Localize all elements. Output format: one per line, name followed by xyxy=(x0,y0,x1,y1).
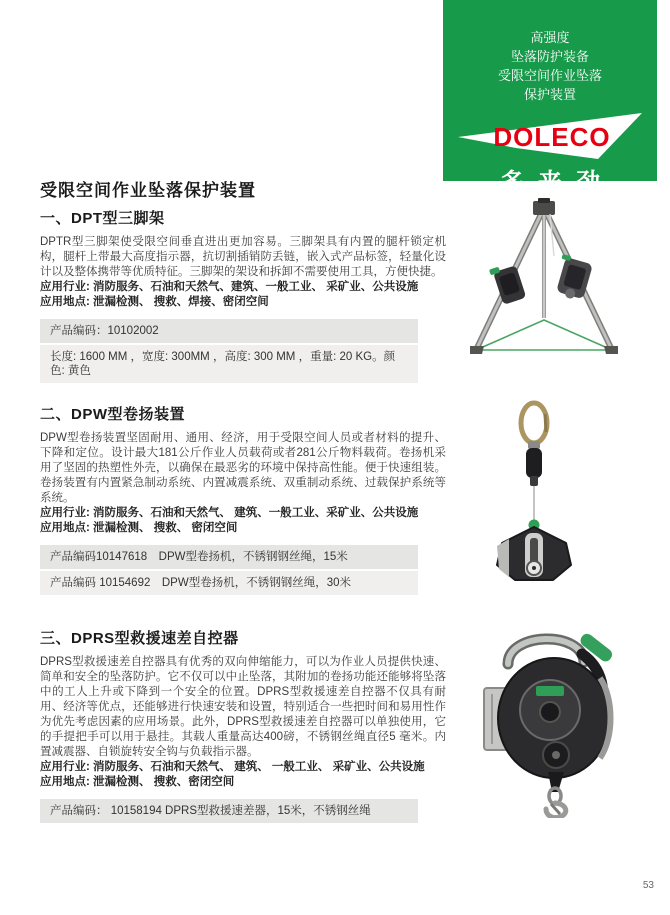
badge-line: 受限空间作业坠落 xyxy=(497,68,602,83)
table-row: 产品编码10147618 DPW型卷扬机，不锈钢钢丝绳，15米 xyxy=(40,545,418,569)
table-row: 产品编码 10154692 DPW型卷扬机，不锈钢钢丝绳，30米 xyxy=(40,571,418,595)
page-title: 受限空间作业坠落保护装置 xyxy=(40,181,256,200)
locations-line: 应用地点: 泄漏检测、 搜救、焊接、密闭空间 xyxy=(40,296,269,308)
table-row: 长度: 1600 MM ，宽度: 300MM ，高度: 300 MM ，重量: 20 KG。颜色: 黄色 xyxy=(40,345,418,383)
badge-line: 保护装置 xyxy=(523,87,576,102)
table-row: 产品编码： 10158194 DPRS型救援速差器，15米，不锈钢丝绳 xyxy=(40,799,418,823)
winch-image xyxy=(462,396,617,582)
badge-line: 坠落防护装备 xyxy=(510,49,589,64)
industries-line: 应用行业: 消防服务、石油和天然气、建筑、一般工业、 采矿业、公共设施 xyxy=(40,281,419,293)
industries-line: 应用行业: 消防服务、石油和天然气、 建筑、 一般工业、 采矿业、公共设施 xyxy=(40,761,425,773)
rescue-device-image xyxy=(450,620,646,818)
section-dpw-winch xyxy=(40,403,446,597)
badge-brand-cn: 多来劲 xyxy=(500,169,614,196)
doleco-logo-text: DOLECO xyxy=(493,122,611,152)
spec-table xyxy=(40,319,418,383)
locations-line: 应用地点: 泄漏检测、 搜救、 密闭空间 xyxy=(40,522,238,534)
section-heading: 二、DPW型卷扬装置 xyxy=(40,406,185,423)
tripod-drawing-icon xyxy=(448,198,640,370)
badge-line: 高强度 xyxy=(530,30,570,45)
section-description: DPW型卷扬装置坚固耐用、通用、经济，用于受限空间人员或者材料的提升、下降和定位。设计最大181公斤作业人员载荷或者281公斤物料载荷。卷扬机采用了坚固的热塑性外壳，以确保在最恶劣的环境中保持高性能。便于快速组装。卷扬装置有内置紧急制动系统、内置减震系统、双重制动系统、过载保护系统等系统。 xyxy=(40,432,446,504)
section-heading: 一、DPT型三脚架 xyxy=(40,210,165,227)
spec-table xyxy=(40,799,418,823)
page-number: 53 xyxy=(642,880,654,891)
doleco-logo-icon xyxy=(456,110,644,162)
tripod-image xyxy=(448,198,640,370)
section-description: DPRS型救援速差自控器具有优秀的双向伸缩能力，可以为作业人员提供快速、简单和安全的坠落防护。它不仅可以中止坠落，其附加的卷扬功能还能够将坠落中的工人上升或下降到一个安全的位置。DPRS型救援速差自控器不仅具有耐用、经济等优点，还能够进行快速安装和设置，特别适合一些把时间和易用性作为优先考虑因素的应用场景。此外，DPRS型救援速差自控器可以单独使用，它的手提把手可以用于悬挂。其载人重量高达400磅，不锈钢丝绳直径5 毫米。内置减震器、自锁旋转安全钩与负载指示器。 xyxy=(40,656,446,758)
rescue-device-drawing-icon xyxy=(450,620,646,818)
spec-table xyxy=(40,545,418,595)
header-badge xyxy=(443,0,657,196)
winch-drawing-icon xyxy=(462,396,617,582)
section-dprs-rescue xyxy=(40,627,446,825)
industries-line: 应用行业: 消防服务、石油和天然气、 建筑、一般工业、采矿业、公共设施 xyxy=(40,507,419,519)
section-dpt-tripod xyxy=(40,207,446,385)
badge-text xyxy=(443,0,657,104)
table-row: 产品编码：10102002 xyxy=(40,319,418,343)
section-heading: 三、DPRS型救援速差自控器 xyxy=(40,630,239,647)
section-description: DPTR型三脚架使受限空间垂直进出更加容易。三脚架具有内置的腿杆锁定机构，腿杆上带最大高度指示器，抗切割插销防丢链，嵌入式产品标签，轻量化设计以及整体携带等优质特征。三脚架的架设和拆卸不需要使用工具，方便快捷。 xyxy=(40,236,446,278)
locations-line: 应用地点: 泄漏检测、 搜救、密闭空间 xyxy=(40,776,235,788)
